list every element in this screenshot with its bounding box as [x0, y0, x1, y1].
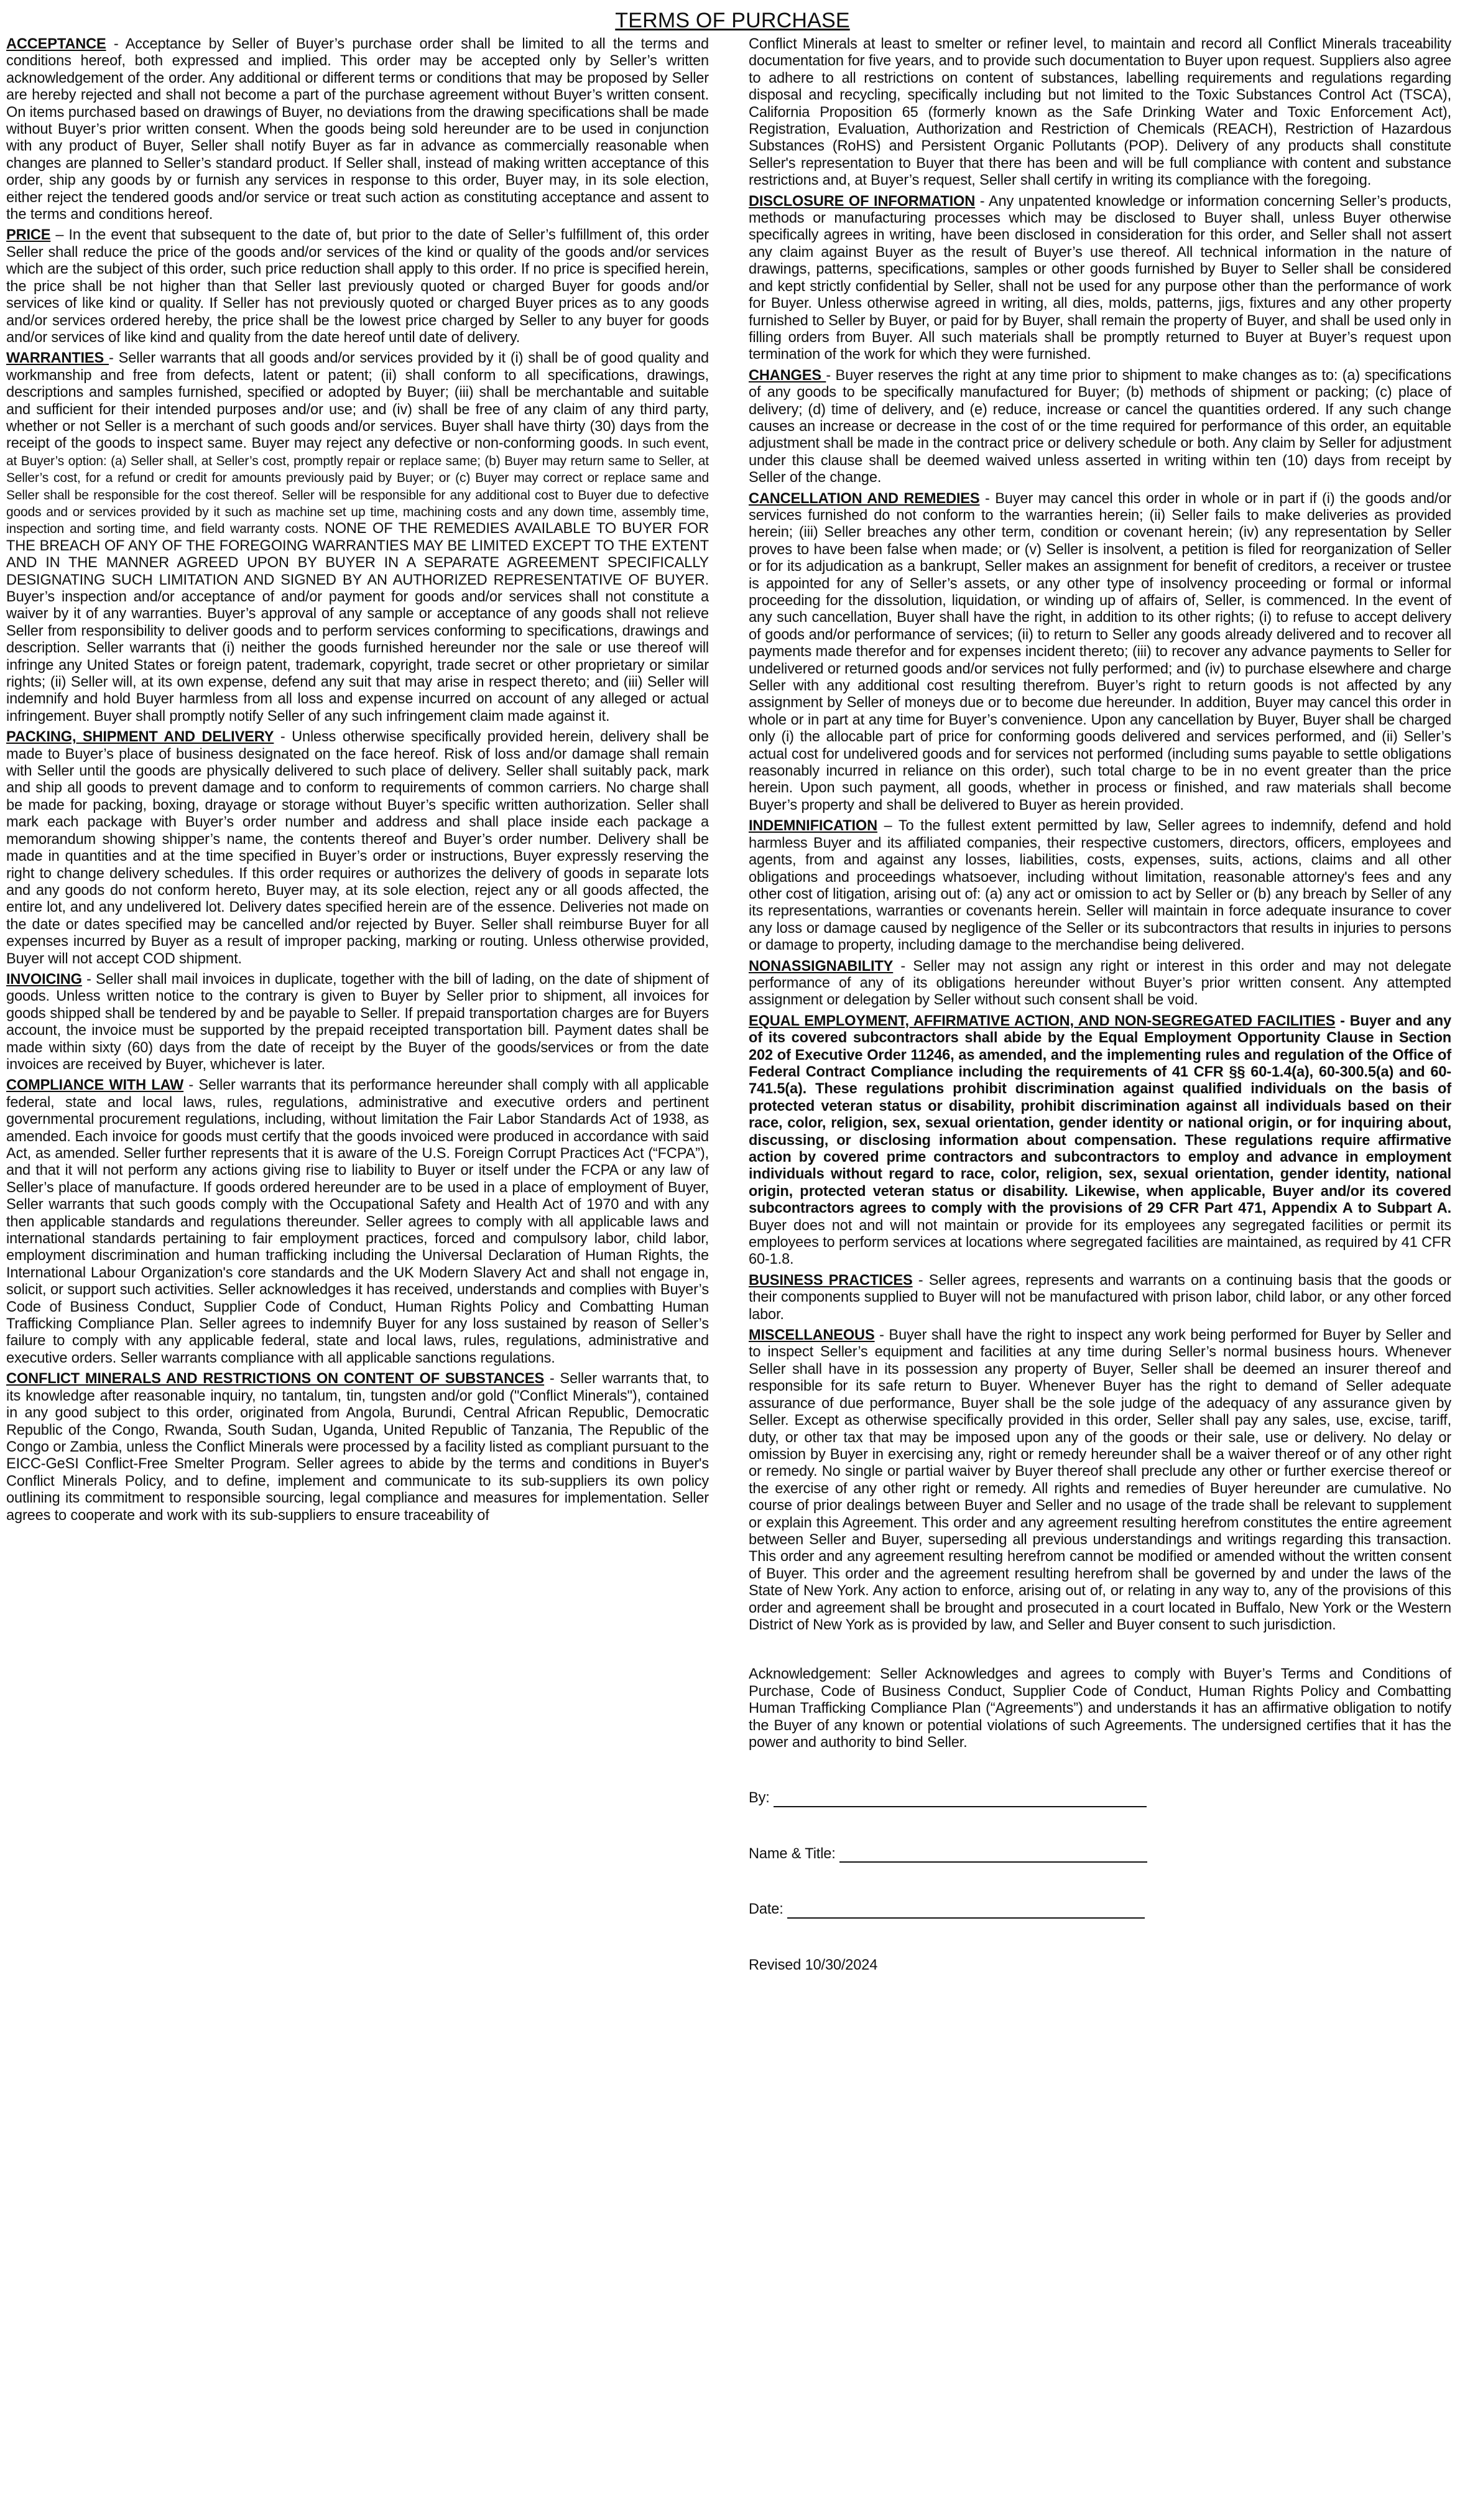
section-body: – To the fullest extent permitted by law, Seller agrees to indemnify, defend and hold harmless Buyer and its affiliated companies, their respective customers, directors, officers, employees and agents, from and against any losses, liabilities, costs, expenses, suits, actions, claims and all other obligations and proceedings whatsoever, including without limitation, reasonable attorney's fees and any other cost of litigation, arising out of: (a) any act or omission to act by Seller or (b) any breach by Seller of any its representations, warranties or covenants herein. Seller will maintain in force adequate insurance to cover any loss or damage caused by negligence of the Seller or its subcontractors that results in injuries to persons or damage to property, including damage to the merchandise being delivered. — [749, 818, 1451, 954]
signature-name-title-row — [749, 1846, 1451, 1863]
section-miscellaneous — [749, 1327, 1451, 1634]
section-body: - Seller shall mail invoices in duplicate, together with the bill of lading, on the date of shipment of goods. Unless written notice to the contrary is given to Buyer by Seller prior to shipment, all invoices for goods shipped shall be tendered by and be payable to Seller. If prepaid transportation charges are for Buyers account, the invoice must be supported by the prepaid receipted transportation bill. Payment dates shall be made within sixty (60) days from the date of receipt by the Buyer of the goods/services or from the date invoices are received by Buyer, whichever is later. — [6, 971, 709, 1073]
section-body: - Seller warrants that all goods and/or services provided by it (i) shall be of good quality and workmanship and free from defects, latent or patent; (ii) shall conform to all specifications, drawings, descriptions and samples furnished, specified or adopted by Buyer; (iii) shall be merchantable and suitable and sufficient for their intended purposes and/or use; and (iv) shall be free of any claim of any third party, whether or not Seller is a merchant of such goods and/or services. Buyer shall have thirty (30) days from the receipt of the goods to inspect same. Buyer may reject any defective or non-conforming goods. — [6, 350, 709, 452]
section-body: - Buyer shall have the right to inspect any work being performed for Buyer by Seller and to inspect Seller’s equipment and facilities at any time during Seller’s normal business hours. Whenever Seller shall have in its possession any property of Buyer, Seller shall be deemed an insurer thereof and responsible for its safe return to Buyer. Whenever Buyer has the right to demand of Seller adequate assurance of due performance, Buyer shall be the sole judge of the adequacy of any assurance given by Seller. Except as otherwise specifically provided in this order, Seller shall pay any sales, use, excise, tariff, duty, or other tax that may be imposed upon any of the goods or their sale, use or delivery. No delay or omission by Buyer in exercising any, right or remedy hereunder shall be a waiver thereof or of any other right or remedy. No single or partial waiver by Buyer thereof shall preclude any other or further exercise thereof or the exercise of any other right or remedy. All rights and remedies of Buyer hereunder are cumulative. No course of prior dealings between Buyer and Seller and no usage of the trade shall be relevant to supplement or explain this Agreement. This order and any agreement resulting herefrom constitutes the entire agreement between Seller and Buyer, superseding all previous understandings and writings regarding this transaction. This order and any agreement resulting herefrom cannot be modified or amended without the written consent of Buyer. This order and the agreement resulting herefrom shall be governed by and under the laws of the State of New York. Any action to enforce, arising out of, or relating in any way to, any of the provisions of this order and agreement shall be brought and prosecuted in a court located in Buffalo, New York or the Western District of New York as is provided by law, and Seller and Buyer consent to such jurisdiction. — [749, 1327, 1451, 1633]
section-body-small: In such event, at Buyer’s option: (a) Seller shall, at Seller’s cost, promptly repair or replace same; (b) Buyer may return same to Seller, at Seller’s cost, for a refund or credit for amounts previously paid by Buyer; or (c) Buyer may correct or replace same and Seller shall be responsible for the cost thereof. Seller will be responsible for any additional cost to Buyer due to defective goods and or services provided by it such as machine set up time, machining costs and any down time, assembly time, inspection and sorting time, and field warranty costs. — [6, 437, 709, 537]
section-cancellation-and-remedies — [749, 491, 1451, 815]
section-heading: NONASSIGNABILITY — [749, 958, 894, 975]
section-body: - Acceptance by Seller of Buyer’s purchase order shall be limited to all the terms and conditions hereof, both expressed and implied. This order may be accepted only by Seller’s written acknowledgement of the order. Any additional or different terms or conditions that may be proposed by Seller are hereby rejected and shall not become a part of the purchase agreement without Buyer’s written consent. On items purchased based on drawings of Buyer, no deviations from the drawing specifications shall be made without Buyer’s prior written consent. When the goods being sold hereunder are to be used in conjunction with any product of Buyer, Seller shall notify Buyer as far in advance as commercially reasonable when changes are planned to Seller’s standard product. If Seller shall, instead of making written acceptance of this order, ship any goods by or furnish any services in response to this order, Buyer may, in its sole election, either reject the tendered goods and/or service or treat such action as constituting acceptance and assent to the terms and conditions hereof. — [6, 36, 709, 223]
right-column — [749, 36, 1451, 1974]
section-heading: MISCELLANEOUS — [749, 1327, 875, 1344]
signature-name-title-label: Name & Title: — [749, 1845, 836, 1862]
section-heading: INVOICING — [6, 971, 82, 988]
section-body-bold: - Buyer and any of its covered subcontractors shall abide by the Equal Employment Opportunity Clause in Section 202 of Executive Order 11246, as amended, and the implementing rules and regulation of the Office of Federal Contract Compliance including the requirements of 41 CFR §§ 60-1.4(a), 60-300.5(a) and 60-741.5(a). These regulations prohibit discrimination against qualified individuals on the basis of protected veteran status or disability, prohibit discrimination against all individuals based on their race, color, religion, sex, sexual orientation, gender identity or national origin, or for inquiring about, discussing, or disclosing information about compensation. These regulations require affirmative action by covered prime contractors and subcontractors to employ and advance in employment individuals without regard to race, color, religion, sex, sexual orientation, gender identity, national origin, protected veteran status or disability. Likewise, when applicable, Buyer and/or its covered subcontractors agrees to comply with the provisions of 29 CFR Part 471, Appendix A to Subpart A. — [749, 1012, 1451, 1217]
section-body: Buyer does not and will not maintain or provide for its employees any segregated facilities or permit its employees to perform services at locations where segregated facilities are maintained, as required by 41 CFR 60-1.8. — [749, 1217, 1451, 1268]
section-heading: CHANGES — [749, 367, 826, 384]
section-heading: PACKING, SHIPMENT AND DELIVERY — [6, 729, 274, 746]
section-heading: CANCELLATION AND REMEDIES — [749, 490, 980, 507]
section-disclosure-of-information — [749, 193, 1451, 364]
page-title: TERMS OF PURCHASE — [615, 9, 850, 32]
section-body: - Unless otherwise specifically provided herein, delivery shall be made to Buyer’s place of business designated on the face hereof. Risk of loss and/or damage shall remain with Seller until the goods are physically delivered to such place of delivery. Seller shall suitably pack, mark and ship all goods to prevent damage and to conform to requirements of common carriers. No charge shall be made for packing, boxing, drayage or storage without Buyer’s specific written authorization. Seller shall mark each package with Buyer’s order number and address and shall place inside each package a memorandum showing shipper’s name, the contents thereof and Buyer’s order number. Delivery shall be made in quantities and at the time specified in Buyer’s order or instructions, Buyer expressly reserving the right to change delivery schedules. If this order requires or authorizes the delivery of goods in separate lots and any goods do not conform hereto, Buyer may, at its sole election, reject any or all goods affected, the entire lot, and any undelivered lot. Delivery dates specified herein are of the essence. Deliveries not made on the date or dates specified may be cancelled and/or rejected by Buyer. Seller shall reimburse Buyer for all expenses incurred by Buyer as a result of improper packing, marking or routing. Unless otherwise provided, Buyer will not accept COD shipment. — [6, 729, 709, 967]
section-body: - Buyer may cancel this order in whole or in part if (i) the goods and/or services furnished do not conform to the warranties herein; (ii) Seller fails to make deliveries as provided herein; (iii) Seller breaches any other term, condition or covenant herein; (iv) any representation by Seller proves to have been false when made; or (v) Seller is insolvent, a petition is filed for reorganization of Seller or for its adjudication as a bankrupt, Seller makes an assignment for benefit of creditors, a receiver or trustee is appointed for any of Seller’s assets, or any other type of insolvency proceeding or formal or informal proceeding for the dissolution, liquidation, or winding up of affairs of, Seller, is commenced. In the event of any such cancellation, Buyer shall have the right, in addition to its other rights; (i) to refuse to accept delivery of goods and/or performance of services; (ii) to return to Seller any goods already delivered and to recover all payments made therefor and for expenses incident thereto; (iii) to recover any advance payments to Seller for undelivered or returned goods and/or services not fully performed; and (iv) to purchase elsewhere and charge Seller with any additional cost resulting therefrom. Buyer’s right to return goods is not affected by any assignment by Seller of moneys due or to become due hereunder. In addition, Buyer may cancel this order in whole or in part at any time for Buyer’s convenience. Upon any cancellation by Buyer, Buyer shall be charged only (i) the allocable part of price for conforming goods delivered and services performed, and (ii) Seller’s actual cost for undelivered goods and for services not performed (including sums payable to settle obligations reasonably incurred in reliance on this order), such total charge to be in no event greater than the price herein. Upon such payment, all goods, whether in process or finished, and raw materials shall become Buyer’s property and shall be delivered to Buyer as herein provided. — [749, 490, 1451, 813]
signature-date-field[interactable] — [787, 1904, 1145, 1919]
section-heading: EQUAL EMPLOYMENT, AFFIRMATIVE ACTION, AND NON-SEGREGATED FACILITIES — [749, 1012, 1336, 1029]
signature-name-title-field[interactable] — [839, 1848, 1147, 1863]
section-heading: BUSINESS PRACTICES — [749, 1272, 913, 1289]
section-invoicing — [6, 971, 709, 1073]
section-changes — [749, 368, 1451, 487]
section-acceptance — [6, 36, 709, 223]
revision-date: Revised 10/30/2024 — [749, 1957, 878, 1973]
section-warranties — [6, 350, 709, 725]
section-body: – In the event that subsequent to the date of, but prior to the date of Seller’s fulfillment of, this order Seller shall reduce the price of the goods and/or services of the kind or quality of the goods and/or services which are the subject of this order, such price reduction shall apply to this order. If no price is specified herein, the price shall be not higher than that Seller last previously quoted or charged Buyer for goods and/or services of like kind or quality. If Seller has not previously quoted or charged Buyer prices as to any goods and/or services ordered hereby, the price shall be the lowest price charged by Seller to any buyer for goods and/or services of like kind and quality from the date hereof until date of delivery. — [6, 227, 709, 346]
section-body: - Any unpatented knowledge or information concerning Seller’s products, methods or manufacturing processes which may be disclosed to Buyer shall, unless Buyer otherwise specifically agrees in writing, have been disclosed in consideration for this order, and Seller shall not assert any claim against Buyer as the result of Buyer’s use thereof. All technical information in the nature of drawings, patterns, specifications, samples or other goods furnished by Buyer to Seller shall be considered and kept strictly confidential by Seller, shall not be used for any purpose other than the performance of work for Buyer. Unless otherwise agreed in writing, all dies, molds, patterns, jigs, fixtures and any other property furnished to Seller by Buyer, or paid for by Buyer, shall remain the property of Buyer, and shall be used only in filling orders from Buyer. All such materials shall be promptly returned to Buyer at Buyer’s request upon termination of the work for which they were furnished. — [749, 193, 1451, 363]
section-body: - Seller may not assign any right or interest in this order and may not delegate performance of any of its obligations hereunder without Buyer’s prior written consent. Any attempted assignment or delegation by Seller without such consent shall be void. — [749, 958, 1451, 1009]
left-column — [6, 36, 709, 1528]
section-heading: CONFLICT MINERALS AND RESTRICTIONS ON CONTENT OF SUBSTANCES — [6, 1371, 545, 1387]
section-heading: DISCLOSURE OF INFORMATION — [749, 193, 976, 210]
section-conflict-minerals — [6, 1371, 709, 1524]
acknowledgement-text: Acknowledgement: Seller Acknowledges and agrees to comply with Buyer’s Terms and Conditions of Purchase, Code of Business Conduct, Supplier Code of Conduct, Human Rights Policy and Combatting Human Trafficking Compliance Plan (“Agreements”) and understands it has an affirmative obligation to notify the Buyer of any known or potential violations of such Agreements. The undersigned certifies that it has the power and authority to bind Seller. — [749, 1666, 1451, 1751]
section-conflict-minerals-continued: Conflict Minerals at least to smelter or refiner level, to maintain and record all Conflict Minerals traceability documentation for five years, and to provide such documentation to Buyer upon request. Suppliers also agree to adhere to all restrictions on content of substances, labelling requirements and regulations regarding disposal and recycling, specifically including but not limited to the Toxic Substances Control Act (TSCA), California Proposition 65 (formerly known as the Safe Drinking Water and Toxic Enforcement Act), Registration, Evaluation, Authorization and Restriction of Chemicals (REACH), Restriction of Hazardous Substances (RoHS) and Persistent Organic Pollutants (POP). Delivery of any products shall constitute Seller's representation to Buyer that there has been and will be full compliance with content and substance restrictions and, at Buyer’s request, Seller shall certify in writing its compliance with the foregoing. — [749, 36, 1451, 189]
section-packing-shipment-delivery — [6, 729, 709, 968]
section-nonassignability — [749, 958, 1451, 1009]
signature-by-field[interactable] — [774, 1792, 1147, 1807]
section-price — [6, 227, 709, 346]
signature-by-label: By: — [749, 1790, 770, 1807]
section-heading: WARRANTIES — [6, 350, 109, 367]
section-business-practices — [749, 1272, 1451, 1323]
section-equal-employment — [749, 1013, 1451, 1269]
section-body: - Buyer reserves the right at any time prior to shipment to make changes as to: (a) specifications of any goods to be specifically manufactured for Buyer; (b) methods of shipment or packing; (c) place of delivery; (d) time of delivery, and (e) reduce, increase or cancel the quantities ordered. If any such change causes an increase or decrease in the cost of or the time required for performance of this order, an equitable adjustment shall be made in the contract price or delivery schedule or both. Any claim by Seller for adjustment under this clause shall be deemed waived unless asserted in writing within ten (10) days from receipt by Seller of the change. — [749, 367, 1452, 486]
section-body: - Seller warrants that, to its knowledge after reasonable inquiry, no tantalum, tin, tungsten and/or gold ("Conflict Minerals"), contained in any good subject to this order, originated from Angola, Burundi, Central African Republic, Democratic Republic of the Congo, Rwanda, South Sudan, Uganda, United Republic of Tanzania, The Republic of the Congo or Zambia, unless the Conflict Minerals were processed by a facility listed as compliant pursuant to the EICC-GeSI Conflict-Free Smelter Program. Seller agrees to abide by the terms and conditions in Buyer's Conflict Minerals Policy, and to define, implement and communicate to its sub-suppliers its own policy outlining its commitment to responsible sourcing, legal compliance and measures for implementation. Seller agrees to cooperate and work with its sub-suppliers to ensure traceability of — [6, 1371, 709, 1524]
section-body-tail: NONE OF THE REMEDIES AVAILABLE TO BUYER FOR THE BREACH OF ANY OF THE FOREGOING WARRANTIES MAY BE LIMITED EXCEPT TO THE EXTENT AND IN THE MANNER AGREED UPON BY BUYER IN A SEPARATE AGREEMENT SPECIFICALLY DESIGNATING SUCH LIMITATION AND SIGNED BY AN AUTHORIZED REPRESENTATIVE OF BUYER. Buyer’s inspection and/or acceptance of and/or payment for goods and/or services shall not constitute a waiver by it of any warranties. Buyer’s approval of any sample or acceptance of any goods shall not relieve Seller from responsibility to deliver goods and to perform services conforming to specifications, drawings and description. Seller warrants that (i) neither the goods furnished hereunder nor the sale or use thereof will infringe any United States or foreign patent, trademark, copyright, trade secret or other proprietary or similar rights; (ii) Seller will, at its own expense, defend any suit that may arise in respect thereto; and (iii) Seller will indemnify and hold Buyer harmless from all loss and expense incurred on account of any alleged or actual infringement. Buyer shall promptly notify Seller of any such infringement claim made against it. — [6, 521, 709, 725]
signature-date-label: Date: — [749, 1901, 783, 1918]
section-compliance-with-law — [6, 1077, 709, 1367]
section-heading: ACCEPTANCE — [6, 36, 106, 52]
section-heading: INDEMNIFICATION — [749, 818, 878, 835]
section-heading: COMPLIANCE WITH LAW — [6, 1077, 184, 1094]
signature-by-row — [749, 1790, 1451, 1807]
section-indemnification — [749, 818, 1451, 954]
section-body: - Seller agrees, represents and warrants on a continuing basis that the goods or their components supplied to Buyer will not be manufactured with prison labor, child labor, or any other forced labor. — [749, 1272, 1451, 1323]
section-heading: PRICE — [6, 227, 51, 244]
section-body: - Seller warrants that its performance hereunder shall comply with all applicable federal, state and local laws, rules, regulations, administrative and executive orders and pertinent governmental procurement regulations, including, without limitation the Fair Labor Standards Act of 1938, as amended. Each invoice for goods must certify that the goods invoiced were produced in accordance with said Act, as amended. Seller further represents that it is aware of the U.S. Foreign Corrupt Practices Act (“FCPA”), and that it will not perform any actions giving rise to liability to Buyer or itself under the FCPA or any law of Seller’s place of manufacture. If goods ordered hereunder are to be used in a place of employment of Buyer, Seller warrants that such goods comply with the Occupational Safety and Health Act of 1970 and with any then applicable standards and regulations thereunder. Seller agrees to comply with all applicable laws and international standards pertaining to fair employment practices, forced and compulsory labor, child labor, employment discrimination and human trafficking including the Universal Declaration of Human Rights, the International Labour Organization's core standards and the UK Modern Slavery Act and shall not engage in, solicit, or support such activities. Seller acknowledges it has received, understands and complies with Buyer’s Code of Business Conduct, Supplier Code of Conduct, Human Rights Policy and Combatting Human Trafficking Compliance Plan. Seller agrees to indemnify Buyer for any loss sustained by reason of Seller’s failure to comply with any applicable federal, state and local laws, rules, regulations, administrative and executive orders. Seller warrants compliance with all applicable sanctions regulations. — [6, 1077, 709, 1366]
signature-date-row — [749, 1901, 1451, 1918]
